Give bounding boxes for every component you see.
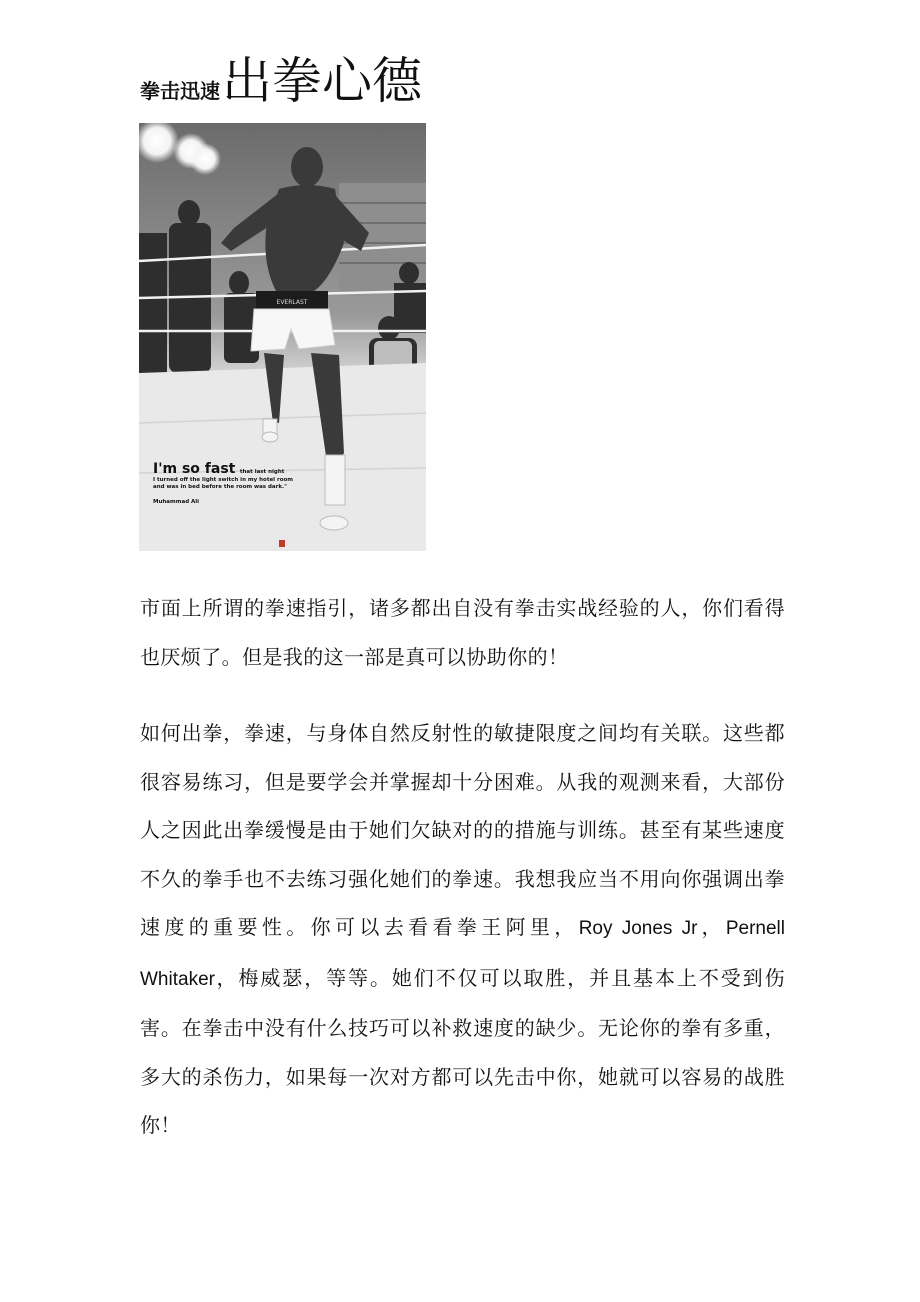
boxer-name-whitaker: Pernell Whitaker: [140, 918, 786, 990]
quote-author: Muhammad Ali: [153, 499, 200, 505]
trunks-label: EVERLAST: [276, 299, 308, 306]
poster-quote: [153, 461, 353, 505]
paragraph-speed-text-a: 如何出拳，拳速，与身体自然反射性的敏捷限度之间均有关联。这些都很容易练习，但是要学会并掌握却十分困难。从我的观测来看，大部份人之因此出拳缓慢是由于她们欠缺对的的措施与训练。甚至有某些速度不久的拳手也不去练习强化她们的拳速。我想我应当不用向你强调出拳速度的重要性。你可以去看看拳王阿里，: [140, 721, 785, 939]
muhammad-ali-poster-image: [139, 123, 426, 551]
quote-tail: that last night: [239, 469, 285, 475]
title-prefix: 拳击迅速: [140, 79, 220, 103]
document-title: [140, 52, 422, 110]
paragraph-speed-text-c: ，梅威瑟，等等。她们不仅可以取胜，并且基本上不受到伤害。在拳击中没有什么技巧可以补救速度的缺少。无论你的拳有多重，多大的杀伤力，如果每一次对方都可以先击中你，她就可以容易的战胜你！: [140, 965, 785, 1137]
title-main: 出拳心德: [222, 52, 422, 110]
paragraph-intro: [140, 584, 785, 681]
paragraph-intro-text: 市面上所谓的拳速指引，诸多都出自没有拳击实战经验的人，你们看得也厌烦了。但是我的这一部是真可以协助你的！: [140, 596, 785, 669]
quote-line-3: and was in bed before the room was dark.": [153, 484, 287, 490]
paragraph-speed-text-b: ，: [697, 915, 726, 939]
paragraph-speed: [140, 709, 785, 1150]
quote-line-2: I turned off the light switch in my hotel room: [153, 477, 293, 483]
quote-lead: I'm so fast: [153, 461, 236, 477]
boxer-name-roy-jones: Roy Jones Jr: [578, 918, 698, 939]
